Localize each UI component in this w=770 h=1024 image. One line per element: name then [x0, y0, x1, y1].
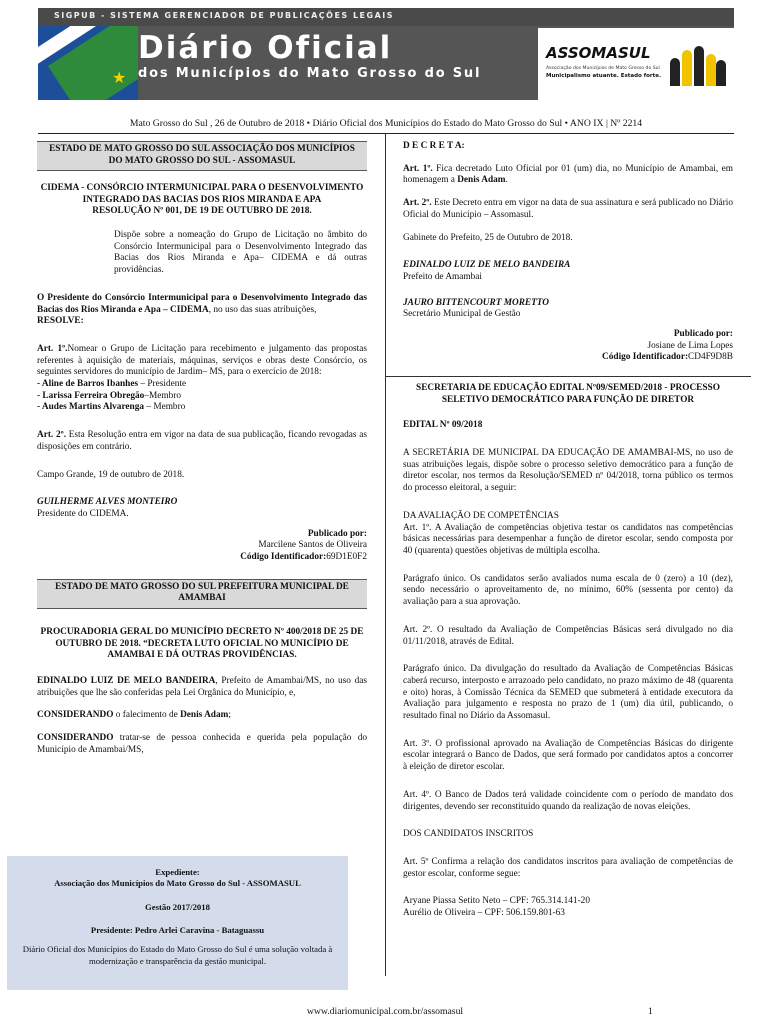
decreto-art1-label: Art. 1º. [403, 163, 433, 174]
presidente-rest: , no uso das suas atribuições, [208, 304, 317, 315]
assomasul-slogan: Municipalismo atuante. Estado forte. [546, 73, 662, 79]
decreta-label: D E C R E T A: [403, 141, 465, 151]
issue-header: Mato Grosso do Sul , 26 de Outubro de 2018 • Diário Oficial dos Municípios do Estado do Mato Grosso do Sul • ANO IX | Nº 2214 [129, 118, 643, 129]
expediente-desc: Diário Oficial dos Municípios do Estado do Mato Grosso do Sul é uma solução voltada à modernização e transparência da gestão municipal. [22, 944, 333, 966]
aval-title: DA AVALIAÇÃO DE COMPETÊNCIAS [403, 510, 559, 521]
assomasul-name: ASSOMASUL [546, 44, 651, 62]
prefeito-rest: , Prefeito de Amambai/MS, no uso das atribuições que lhe são conferidas pela Lei Orgânica do Município, e, [37, 675, 367, 698]
expediente-gestao: Gestão 2017/2018 [145, 901, 210, 912]
decreto-art1-text: Fica decretado Luto Oficial por 01 (um) dia, no Município de Amambai, em homenagem a [403, 163, 733, 186]
member-1-role: – Presidente [138, 379, 187, 390]
decreto-signer-2-role: Secretário Municipal de Gestão [403, 309, 521, 320]
publisher-label: Publicado por: [307, 528, 367, 539]
considerando-1-end: ; [228, 710, 231, 721]
page-number: 1 [648, 1006, 653, 1017]
presidente-bold: O Presidente do Consórcio Intermunicipal para o Desenvolvimento Integrado das Bacias dos Rios Miranda e Apa – CIDEMA [37, 292, 367, 315]
member-3 [37, 402, 367, 414]
sigpub-label: SIGPUB - SISTEMA GERENCIADOR DE PUBLICAÇÕES LEGAIS [54, 11, 395, 20]
section-rule [385, 376, 751, 377]
cidema-publisher [37, 529, 367, 541]
section-box-amambai: ESTADO DE MATO GROSSO DO SUL PREFEITURA MUNICIPAL DE AMAMBAI [37, 579, 367, 609]
cidema-signer: GUILHERME ALVES MONTEIRO [37, 497, 178, 508]
cidema-code [37, 552, 367, 564]
edital-number [403, 420, 733, 432]
procuradoria-title: PROCURADORIA GERAL DO MUNICÍPIO DECRETO Nº 400/2018 DE 25 DE OUTUBRO DE 2018. “DECRETA LUTO OFICIAL NO MUNICÍPIO DE AMAMBAI E DÁ OUTRAS PROVIDÊNCIAS. [40, 627, 364, 661]
aval-paragraph-2: Parágrafo único. Da divulgação do resultado da Avaliação de Competências Básicas caberá recurso, interposto e arrazoado pelo candidato, no prazo máximo de 48 (quarenta e oito) horas, à Comissão Técnica da SEMED que submeterá à entidade executora da Avaliação para julgamento e resposta no prazo de 1 (um) dia útil, publicando, o resultado final no Diário da Assomasul. [403, 664, 733, 722]
decreto-signer-2: JAURO BITTENCOURT MORETTO [403, 297, 550, 308]
semed-title: SECRETARIA DE EDUCAÇÃO EDITAL Nº09/SEMED/2018 - PROCESSO SELETIVO DEMOCRÁTICO PARA FUNÇÃO DE DIRETOR [416, 383, 720, 405]
cidema-place-date: Campo Grande, 19 de outubro de 2018. [37, 469, 185, 480]
considerando-1-label: CONSIDERANDO [37, 710, 114, 721]
expediente-box [7, 856, 348, 990]
edital-intro: A SECRETÁRIA DE MUNICIPAL DA EDUCAÇÃO DE AMAMBAI-MS, no uso de suas atribuições legais, dispõe sobre o processo seletivo democrático para a função de diretor escolar, nos termos da Resolução/SEMED nº 04/2018, torna público os termos do processo eleitoral, a seguir: [403, 448, 733, 494]
ms-flag-icon: ★ [38, 26, 138, 100]
art1-text: Nomear o Grupo de Licitação para recebimento e julgamento das propostas referentes à aquisição de materiais, máquinas, serviços e obras deste Consórcio, os seguintes servidores do município de Jardim– MS, para o exercício de 2018: [37, 343, 367, 378]
code-value: 69D1E0F2 [326, 552, 367, 563]
decreto-code-label: Código Identificador: [602, 352, 689, 363]
decreto-art1-end: . [505, 175, 508, 186]
considerando-1-name: Denis Adam [180, 710, 229, 721]
considerando-2 [37, 733, 367, 756]
art1-label: Art. 1º. [37, 343, 68, 354]
member-3-name: - Audes Martins Alvarenga [37, 402, 145, 413]
prefeito-name: EDINALDO LUIZ DE MELO BANDEIRA [37, 675, 216, 686]
cidema-signer-role: Presidente do CIDEMA. [37, 509, 129, 519]
prefeito-paragraph [37, 676, 367, 699]
right-column [403, 141, 733, 920]
expediente-presidente: Presidente: Pedro Arlei Caravina - Bataguassu [90, 924, 265, 935]
cidema-ementa: Dispõe sobre a nomeação do Grupo de Licitação no âmbito do Consórcio Intermunicipal para o Desenvolvimento Integrado das Bacias dos Rios Miranda e Apa– CIDEMA e dá outras providências. [114, 230, 367, 276]
aval-art3: Art. 3º. O profissional aprovado na Avaliação de Competências Básicas do dirigente escolar integrará o Banco de Dados, que será formado por candidatos aptos a concorrer à eleição de diretor escolar. [403, 738, 733, 773]
masthead-title: Diário Oficial [138, 30, 393, 66]
section-box-assomasul: ESTADO DE MATO GROSSO DO SUL ASSOCIAÇÃO DOS MUNICÍPIOS DO MATO GROSSO DO SUL - ASSOMASUL [37, 141, 367, 171]
decreto-art1-name: Denis Adam [457, 175, 506, 186]
art2-label: Art. 2º. [37, 430, 67, 441]
cidema-publisher-name: Marcilene Santos de Oliveira [258, 540, 367, 551]
edital-number-label: EDITAL Nº 09/2018 [403, 420, 483, 431]
assomasul-subtitle: Associação dos Municípios de Mato Grosso do Sul [546, 66, 660, 71]
left-column [37, 141, 367, 767]
resolve-label: RESOLVE: [37, 316, 84, 327]
expediente-title: Expediente: [155, 867, 200, 877]
aval-art1: Art. 1º. A Avaliação de competências objetiva testar os candidatos nas competências básicas necessárias para desempenhar a função de diretor escolar, sendo composta por 40 (quarenta) questões objetivas de múltipla escolha. [403, 522, 733, 556]
candidate-2: Aurélio de Oliveira – CPF: 506.159.801-63 [403, 908, 565, 919]
decreto-art2-text: Este Decreto entra em vigor na data de sua assinatura e será publicado no Diário Oficial do Município – Assomasul. [403, 198, 733, 220]
decreto-art2 [403, 198, 733, 221]
considerando-1-mid: o falecimento de [113, 710, 181, 721]
member-1 [37, 379, 367, 391]
column-divider [385, 134, 386, 976]
header-divider [38, 133, 734, 134]
decreto-publisher [403, 329, 733, 341]
code-label: Código Identificador: [240, 552, 327, 563]
considerando-1 [37, 710, 367, 722]
decreto-publisher-name: Josiane de Lima Lopes [647, 340, 733, 351]
aval-art2: Art. 2º. O resultado da Avaliação de Competências Básicas será divulgado no dia 01/11/2018, através de Edital. [403, 624, 733, 647]
decreto-signer-1-role: Prefeito de Amambai [403, 271, 483, 282]
member-1-name: - Aline de Barros Ibanhes [37, 379, 139, 390]
assomasul-logo [538, 28, 734, 100]
member-2 [37, 391, 367, 403]
decreto-code-value: CD4F9D8B [688, 352, 733, 363]
candidate-1: Aryane Piassa Setito Neto – CPF: 765.314.141-20 [403, 896, 590, 907]
considerando-2-label: CONSIDERANDO [37, 732, 114, 743]
decreto-art2-label: Art. 2º. [403, 198, 432, 209]
assomasul-people-icon [670, 46, 726, 86]
decreto-publisher-label: Publicado por: [673, 329, 733, 340]
decreto-art1 [403, 164, 733, 187]
member-3-role: – Membro [144, 402, 186, 413]
aval-paragraph-1: Parágrafo único. Os candidatos serão avaliados numa escala de 0 (zero) a 10 (dez), sendo necessário o aproveitamento de, no mínimo, 60% (sessenta por cento) da avaliação para a sua aprovação. [403, 573, 733, 608]
resolve [37, 316, 367, 328]
member-2-role: –Membro [144, 390, 181, 401]
cidema-art2 [37, 430, 367, 453]
decreto-signer-1: EDINALDO LUIZ DE MELO BANDEIRA [403, 260, 571, 271]
candidates-title: DOS CANDIDATOS INSCRITOS [403, 829, 534, 840]
art2-text: Esta Resolução entra em vigor na data de sua publicação, ficando revogadas as disposições em contrário. [37, 430, 367, 452]
cidema-art1 [37, 344, 367, 379]
member-2-name: - Larissa Ferreira Obregão [37, 390, 145, 401]
cidema-presidente [37, 293, 367, 316]
footer-url-link[interactable]: www.diariomunicipal.com.br/assomasul [306, 1006, 464, 1017]
considerando-2-rest: tratar-se de pessoa conhecida e querida pela população do Município de Amambai/MS, [37, 732, 367, 755]
masthead-subtitle: dos Municípios do Mato Grosso do Sul [138, 66, 482, 81]
banner-top-strip [38, 8, 734, 26]
gabinete-date: Gabinete do Prefeito, 25 de Outubro de 2018. [403, 232, 573, 243]
decreta [403, 141, 733, 153]
candidates-art5: Art. 5º Confirma a relação dos candidatos inscritos para avaliação de competências de gestor escolar, conforme segue: [403, 856, 733, 879]
aval-art4: Art. 4º. O Banco de Dados terá validade coincidente com o período de mandato dos dirigentes, devendo ser reconstituído quando da realização de novas eleições. [403, 789, 733, 812]
cidema-resolution: RESOLUÇÃO Nº 001, DE 19 DE OUTUBRO DE 2018. [92, 206, 312, 217]
decreto-code [403, 352, 733, 364]
cidema-title: CIDEMA - CONSÓRCIO INTERMUNICIPAL PARA O DESENVOLVIMENTO INTEGRADO DAS BACIAS DOS RIOS MIRANDA E APA [40, 183, 364, 205]
masthead-banner [38, 8, 734, 100]
expediente-org: Associação dos Municípios do Mato Grosso do Sul - ASSOMASUL [54, 878, 301, 889]
